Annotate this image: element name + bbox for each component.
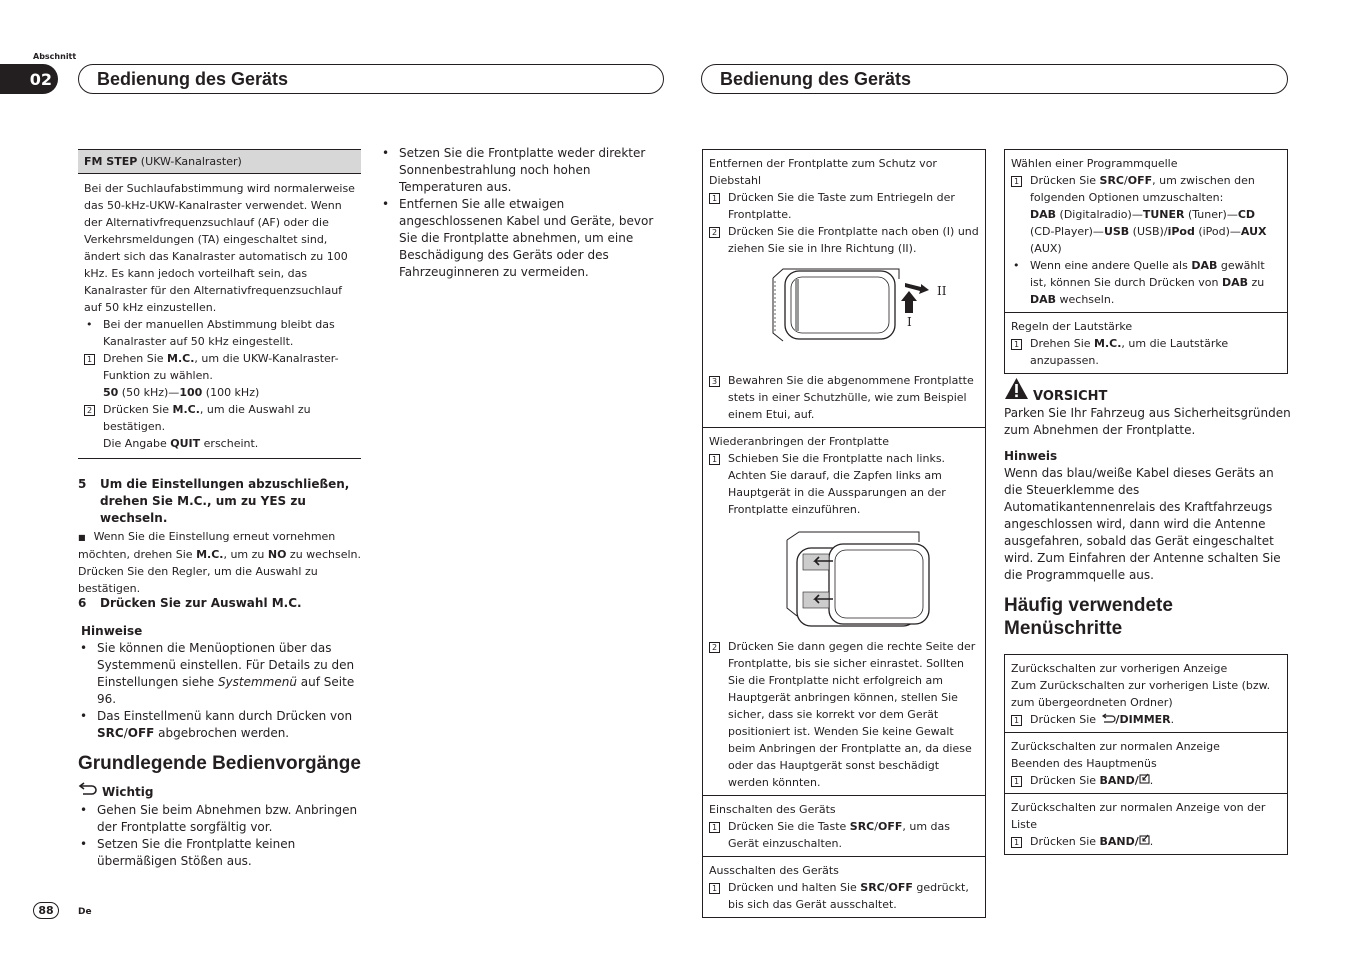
caution-block: VORSICHT Parken Sie Ihr Fahrzeug aus Sicherheitsgründen zum Abnehmen der Frontplatte. Hinweis Wenn das blau/weiße Kabel dieses Geräts an die Steuerklemme des Automatikantennenrelais des Kraftfahrzeugs angeschlossen wird, dann wird die Antenne ausgefahren, sobald das Gerät eingeschaltet wird. Zum Einfahren der Antenne schalten Sie die Programmquelle aus. [1004, 377, 1294, 584]
important-icon [78, 782, 97, 802]
step-1: 1 Drücken Sie SRC/OFF, um zwischen den folgenden Optionen umzuschalten: DAB (Digitalradio)—TUNER (Tuner)—CD (CD-Player)—USB (USB)/iPod (iPod)—AUX (AUX) [1011, 172, 1281, 257]
remove-frontplate-illustration [709, 257, 979, 372]
escape-icon [1139, 774, 1150, 787]
back-icon [1100, 713, 1116, 726]
page-title-left: Bedienung des Geräts [78, 64, 664, 94]
section-heading-menu-steps: Häufig verwendete Menüschritte [1004, 595, 1173, 639]
list-item: • Sie können die Menüoptionen über das Systemmenü einstellen. Für Details zu den Einstellungen siehe Systemmenü auf Seite 96. [80, 641, 355, 706]
language-code: De [78, 907, 92, 917]
section-label: Abschnitt [33, 52, 77, 61]
step-1: 1 Schieben Sie die Frontplatte nach links. Achten Sie darauf, die Zapfen links am Hauptgerät in die Aussparungen an der Frontplatte einzuführen. [709, 450, 979, 518]
section-heading-basic-operations: Grundlegende Bedienvorgänge [78, 753, 361, 774]
page-title-right: Bedienung des Geräts [701, 64, 1288, 94]
warning-icon [1004, 377, 1029, 405]
step-3: 3 Bewahren Sie die abgenommene Frontplatte stets in einer Schutzhülle, wie zum Beispiel einem Etui, auf. [709, 372, 979, 423]
frontplate-table [702, 149, 986, 918]
attach-frontplate-cell: Wiederanbringen der Frontplatte 1 Schieben Sie die Frontplatte nach links. Achten Sie darauf, die Zapfen links am Hauptgerät in die Aussparungen an der Frontplatte einzuführen. 2 Drücken Sie dann gegen die rechte Seite der Frontplatte, bis sie sicher einrastet. Sollten Sie die Frontplatte nicht erfolgreich am Hauptgerät anbringen können, stellen Sie sicher, dass sie korrekt vor dem Gerät positioniert ist. Wenden Sie keine Gewalt beim Anbringen der Frontplatte an, da diese oder das Hauptgerät sonst beschädigt werden könnten. [703, 427, 985, 795]
source-volume-table [1004, 149, 1288, 374]
fm-step-table [78, 149, 361, 459]
section-number: 02 [0, 64, 58, 94]
wichtig-block: Wichtig • Gehen Sie beim Abnehmen bzw. Anbringen der Frontplatte sorgfältig vor. • Setzen Sie die Frontplatte keinen übermäßigen Stößen aus. [78, 782, 361, 870]
step-2: 2 Drücken Sie dann gegen die rechte Seite der Frontplatte, bis sie sicher einrastet. Sollten Sie die Frontplatte nicht erfolgreich am Hauptgerät anbringen können, stellen Sie sicher, dass sie korrekt vor dem Gerät positioniert ist. Wenden Sie keine Gewalt beim Anbringen der Frontplatte an, da diese oder das Hauptgerät sonst beschädigt werden könnten. [709, 638, 979, 791]
step-1: 1 Drücken Sie BAND/ . [1011, 772, 1281, 789]
source-select-cell: Wählen einer Programmquelle 1 Drücken Sie SRC/OFF, um zwischen den folgenden Optionen umzuschalten: DAB (Digitalradio)—TUNER (Tuner)—CD (CD-Player)—USB (USB)/iPod (iPod)—AUX (AUX) • Wenn eine andere Quelle als DAB gewählt ist, können Sie durch Drücken von DAB zu DAB wechseln. [1005, 150, 1287, 312]
step-1: 1 Drücken Sie /DIMMER. [1011, 711, 1281, 728]
step-1: 1 Drücken Sie die Taste zum Entriegeln der Frontplatte. [709, 189, 979, 223]
label-step-I: I [907, 315, 912, 329]
step-1: 1 Drücken und halten Sie SRC/OFF gedrückt, bis sich das Gerät ausschaltet. [709, 879, 979, 913]
step-1: 1 Drücken Sie die Taste SRC/OFF, um das Gerät einzuschalten. [709, 818, 979, 852]
volume-cell: Regeln der Lautstärke 1 Drehen Sie M.C., um die Lautstärke anzupassen. [1005, 312, 1287, 373]
list-item: • Entfernen Sie alle etwaigen angeschlossenen Kabel und Geräte, bevor Sie die Frontplatte abnehmen, um eine Beschädigung des Geräts oder des Fahrzeuginneren zu vermeiden. [382, 197, 654, 279]
power-off-cell: Ausschalten des Geräts 1 Drücken und halten Sie SRC/OFF gedrückt, bis sich das Gerät ausschaltet. [703, 856, 985, 917]
list-item: • Setzen Sie die Frontplatte keinen übermäßigen Stößen aus. [80, 837, 296, 868]
list-item: • Wenn eine andere Quelle als DAB gewählt ist, können Sie durch Drücken von DAB zu DAB wechseln. [1013, 259, 1265, 306]
attach-frontplate-illustration [709, 518, 979, 638]
step-2: 2 Drücken Sie die Frontplatte nach oben (I) und ziehen Sie sie in Ihre Richtung (II). [709, 223, 979, 257]
list-item: • Bei der manuellen Abstimmung bleibt das Kanalraster auf 50 kHz eingestellt. [86, 318, 335, 348]
hinweise-block: Hinweise • Sie können die Menüoptionen über das Systemmenü einstellen. Für Details zu den Einstellungen siehe Systemmenü auf Seite 96. • Das Einstellmenü kann durch Drücken von SRC/OFF abgebrochen werden. [78, 623, 361, 742]
list-item: • Setzen Sie die Frontplatte weder direkter Sonnenbestrahlung noch hohen Temperaturen aus. [382, 146, 646, 194]
step-2: 2 Drücken Sie M.C., um die Auswahl zu bestätigen. Die Angabe QUIT erscheint. [84, 401, 355, 452]
fm-step-description: Bei der Suchlaufabstimmung wird normalerweise das 50-kHz-UKW-Kanalraster verwendet. Wenn der Alternativfrequenzsuchlauf (AF) oder die Verkehrsmeldungen (TA) eingeschaltet sind, ändert sich das Kanalraster automatisch zu 100 kHz. Es kann jedoch vorteilhaft sein, das Kanalraster für den Alternativfrequenzsuchlauf auf 50 kHz einzustellen. [84, 182, 355, 314]
remove-frontplate-cell: Entfernen der Frontplatte zum Schutz vor Diebstahl 1 Drücken Sie die Taste zum Entriegeln der Frontplatte. 2 Drücken Sie die Frontplatte nach oben (I) und ziehen Sie sie in Ihre Richtung (II). I II 3 Bewahren Sie die abgenommene Frontplatte stets in einer Schutzhülle, wie zum Beispiel einem Etui, auf. [709, 157, 979, 421]
back-previous-cell: Zurückschalten zur vorherigen Anzeige Zum Zurückschalten zur vorherigen Liste (bzw. zum übergeordneten Ordner) 1 Drücken Sie /DIMMER. [1005, 655, 1287, 732]
step-5-block: 5 Um die Einstellungen abzuschließen, drehen Sie M.C., um zu YES zu wechseln. ■ Wenn Sie die Einstellung erneut vornehmen möchten, drehen Sie M.C., um zu NO zu wechseln. Drücken Sie den Regler, um die Auswahl zu bestätigen. [78, 477, 361, 595]
power-on-cell: Einschalten des Geräts 1 Drücken Sie die Taste SRC/OFF, um das Gerät einzuschalten. [703, 795, 985, 856]
step-6: 6 Drücken Sie zur Auswahl M.C. [78, 596, 302, 610]
list-item: • Gehen Sie beim Abnehmen bzw. Anbringen der Frontplatte sorgfältig vor. [80, 803, 358, 834]
label-step-II: II [937, 284, 947, 298]
warning-list [380, 145, 664, 281]
list-item: • Das Einstellmenü kann durch Drücken von SRC/OFF abgebrochen werden. [80, 709, 353, 740]
step-1: 1 Drehen Sie M.C., um die Lautstärke anzupassen. [1011, 335, 1281, 369]
page-number: 88 [33, 902, 59, 919]
step-1: 1 Drehen Sie M.C., um die UKW-Kanalraster-Funktion zu wählen. 50 (50 kHz)—100 (100 kHz) [84, 350, 355, 401]
menu-steps-table [1004, 654, 1288, 855]
step-1: 1 Drücken Sie BAND/ . [1011, 833, 1281, 850]
escape-icon [1139, 835, 1150, 848]
normal-display-cell: Zurückschalten zur normalen Anzeige Beenden des Hauptmenüs 1 Drücken Sie BAND/ . [1005, 732, 1287, 793]
normal-display-list-cell: Zurückschalten zur normalen Anzeige von der Liste 1 Drücken Sie BAND/ . [1005, 793, 1287, 854]
fm-step-header: FM STEP (UKW-Kanalraster) [78, 149, 361, 174]
